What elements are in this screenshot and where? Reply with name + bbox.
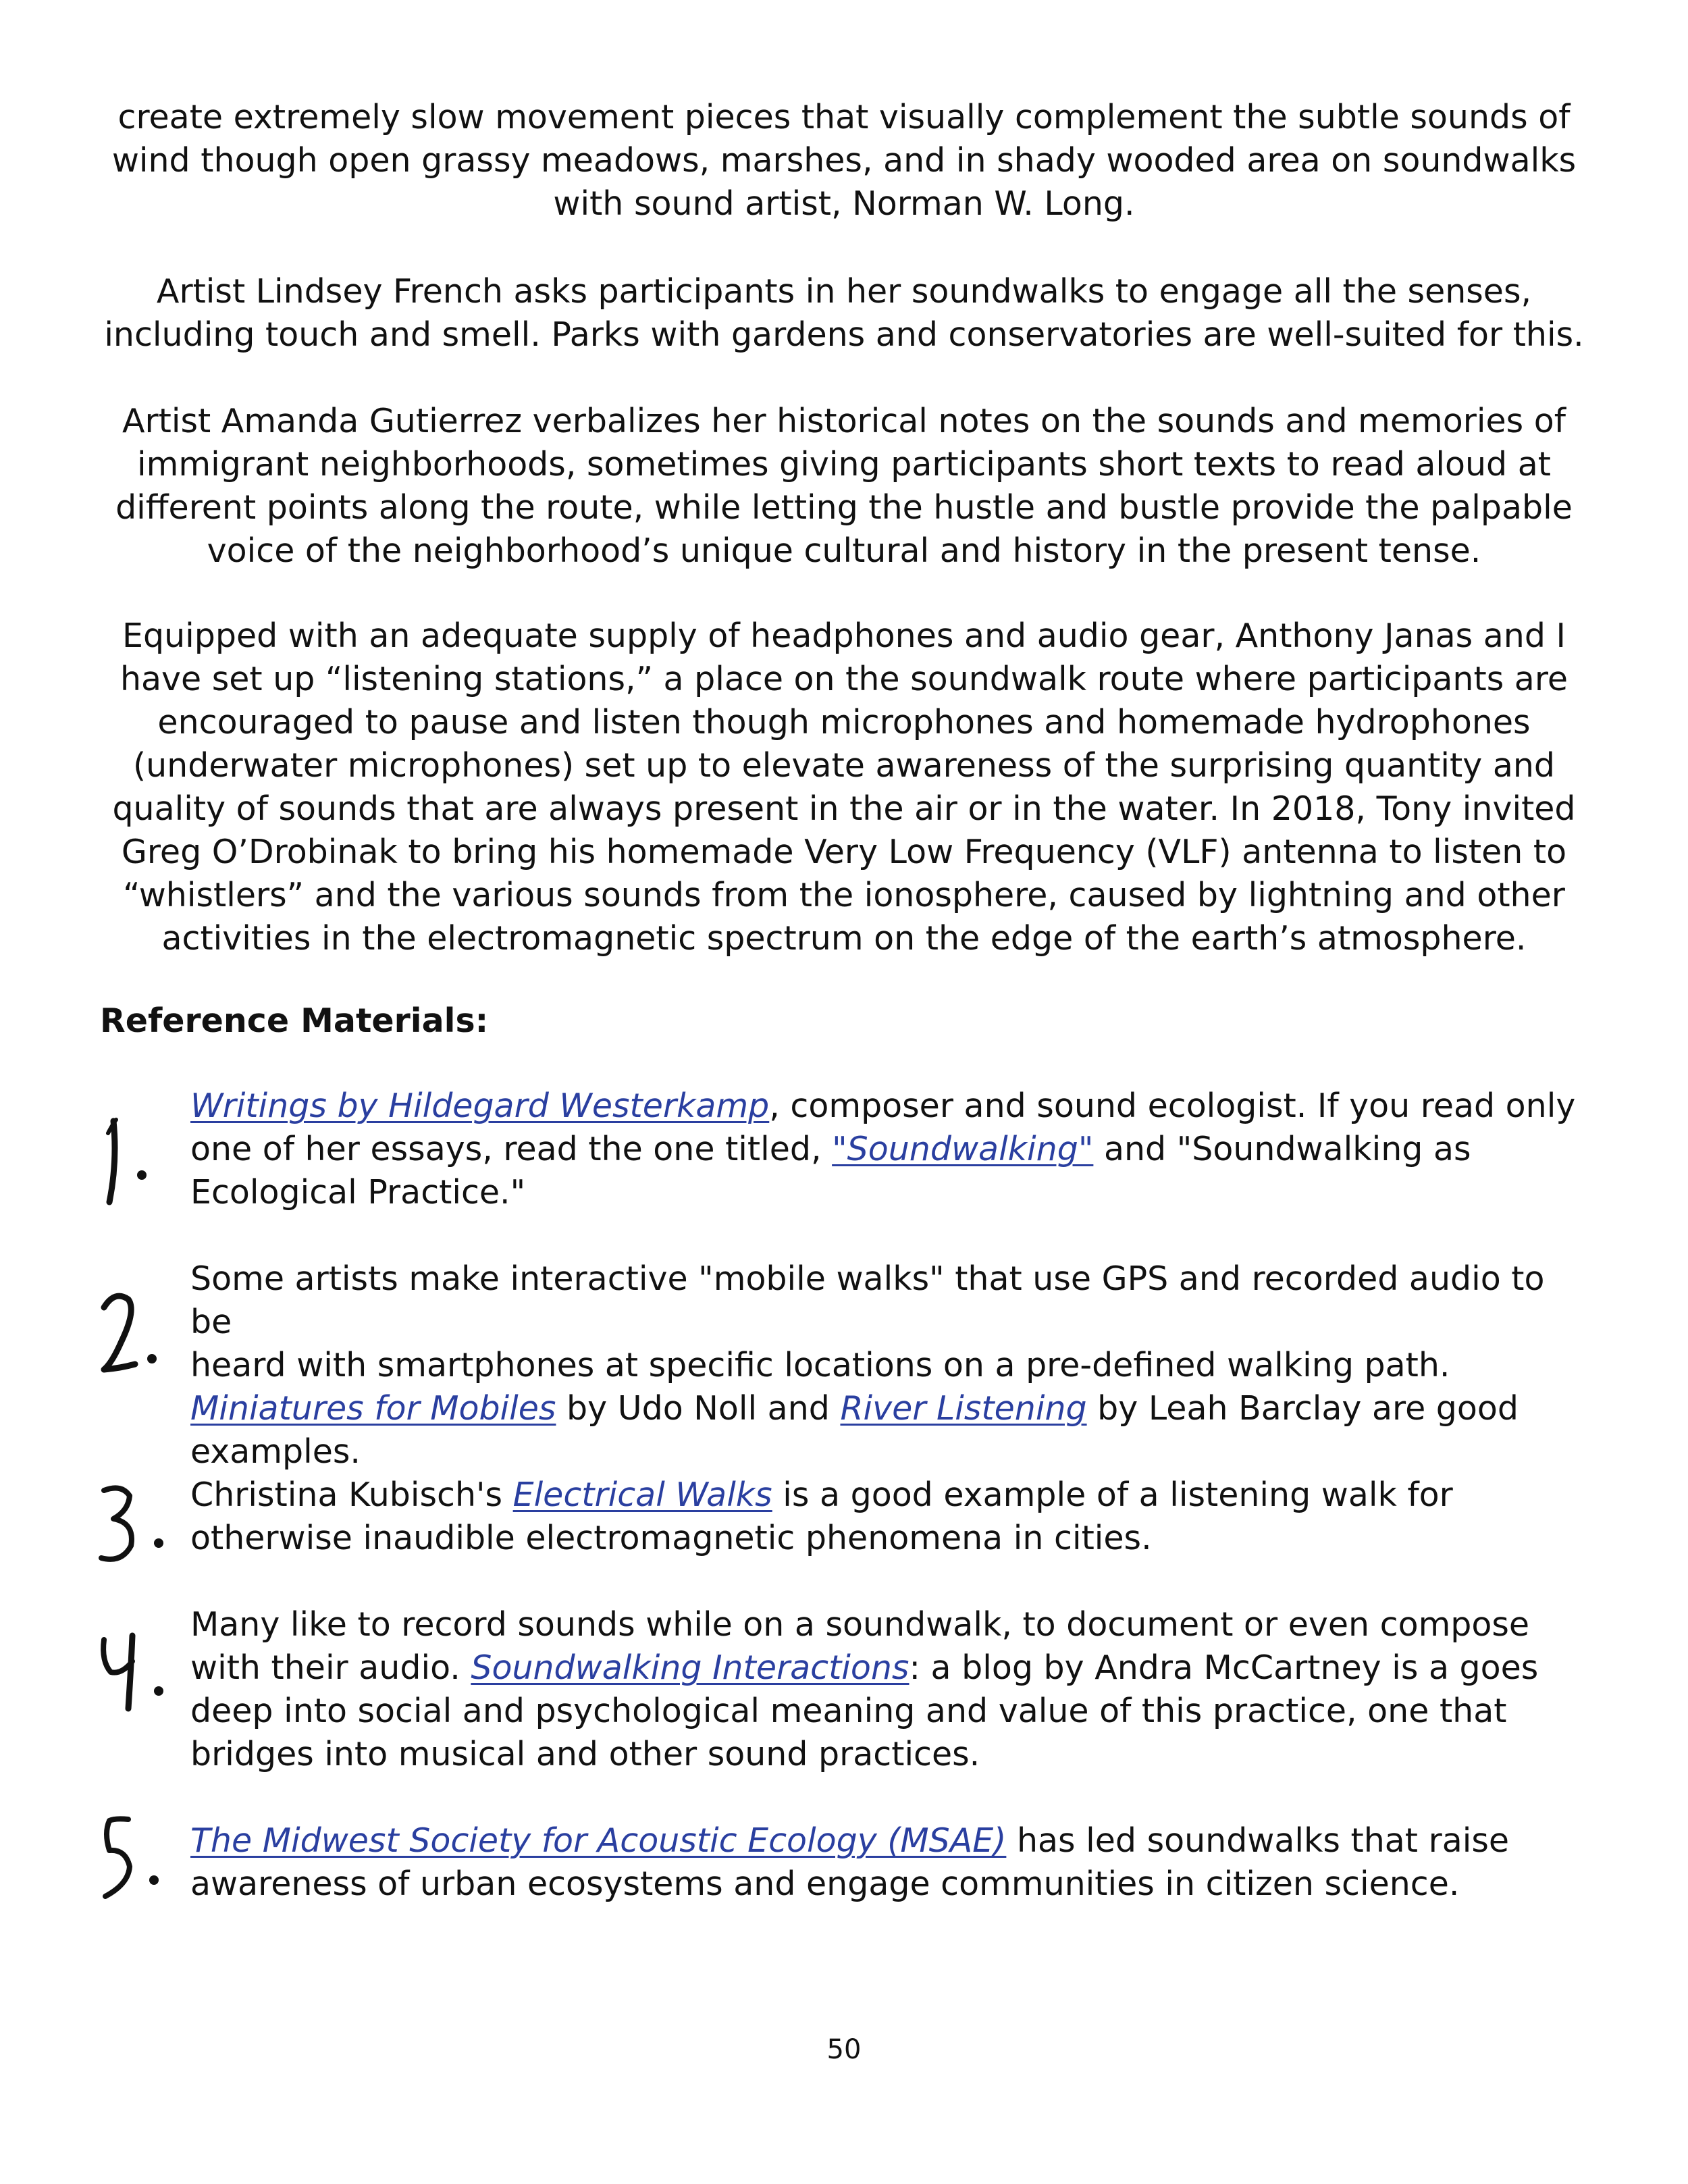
inline-text: : a blog by Andra McCartney is a goes	[909, 1648, 1539, 1687]
text-line: voice of the neighborhood’s unique cultural and history in the present tense.	[207, 531, 1481, 570]
text-line	[190, 1085, 1595, 1128]
text-line: awareness of urban ecosystems and engage communities in citizen science.	[190, 1865, 1460, 1903]
text-line: create extremely slow movement pieces that visually complement the subtle sounds of	[117, 98, 1571, 136]
text-line: including touch and smell. Parks with gardens and conservatories are well-suited for this.	[104, 315, 1584, 354]
body-paragraph	[101, 270, 1587, 357]
text-line	[190, 1819, 1595, 1863]
text-line: “whistlers” and the various sounds from the ionosphere, caused by lightning and other	[123, 876, 1565, 914]
text-line: otherwise inaudible electromagnetic phenomena in cities.	[190, 1519, 1152, 1557]
text-line: activities in the electromagnetic spectrum on the edge of the earth’s atmosphere.	[161, 919, 1527, 958]
body-paragraph	[101, 615, 1587, 960]
text-line: (underwater microphones) set up to elevate awareness of the surprising quantity and	[132, 746, 1556, 785]
inline-text: and "Soundwalking as	[1093, 1130, 1471, 1168]
text-line: quality of sounds that are always present in the air or in the water. In 2018, Tony invited	[112, 789, 1576, 828]
text-line: Many like to record sounds while on a soundwalk, to document or even compose	[190, 1605, 1530, 1644]
inline-text: has led soundwalks that raise	[1006, 1821, 1510, 1860]
inline-text: , composer and sound ecologist. If you read only	[769, 1087, 1576, 1125]
reference-item-4	[190, 1603, 1595, 1776]
text-line: different points along the route, while letting the hustle and bustle provide the palpable	[115, 488, 1573, 527]
link-soundwalking-essay[interactable]: "Soundwalking"	[832, 1130, 1094, 1168]
link-westerkamp-writings[interactable]: Writings by Hildegard Westerkamp	[190, 1087, 770, 1125]
inline-text: one of her essays, read the one titled,	[190, 1130, 833, 1168]
text-line: bridges into musical and other sound practices.	[190, 1735, 980, 1773]
reference-heading: Reference Materials:	[100, 1002, 489, 1040]
reference-item-2	[190, 1257, 1595, 1474]
text-line	[190, 1474, 1595, 1517]
text-line: with sound artist, Norman W. Long.	[553, 184, 1135, 223]
link-soundwalking-interactions[interactable]: Soundwalking Interactions	[471, 1648, 909, 1687]
text-line: Artist Lindsey French asks participants in her soundwalks to engage all the senses,	[156, 272, 1532, 311]
link-msae[interactable]: The Midwest Society for Acoustic Ecology (MSAE)	[190, 1821, 1007, 1860]
body-paragraph	[101, 400, 1587, 573]
text-line: Greg O’Drobinak to bring his homemade Very Low Frequency (VLF) antenna to listen to	[121, 833, 1567, 871]
text-line	[190, 1646, 1595, 1690]
text-line	[190, 1128, 1595, 1171]
link-electrical-walks[interactable]: Electrical Walks	[512, 1476, 772, 1514]
reference-item-5	[190, 1819, 1595, 1906]
text-line: deep into social and psychological meaning and value of this practice, one that	[190, 1692, 1507, 1730]
inline-text: by Udo Noll and	[556, 1389, 841, 1428]
text-line: have set up “listening stations,” a place on the soundwalk route where participants are	[120, 660, 1568, 698]
inline-text: is a good example of a listening walk for	[772, 1476, 1453, 1514]
handwritten-number-2	[95, 1283, 182, 1418]
text-line: examples.	[190, 1432, 361, 1471]
text-line	[190, 1387, 1595, 1430]
link-river-listening[interactable]: River Listening	[840, 1389, 1087, 1428]
inline-text: by Leah Barclay are good	[1086, 1389, 1519, 1428]
text-line: Ecological Practice."	[190, 1173, 526, 1212]
text-line: Equipped with an adequate supply of headphones and audio gear, Anthony Janas and I	[122, 617, 1566, 655]
handwritten-number-3	[95, 1476, 182, 1611]
reference-item-3	[190, 1474, 1595, 1560]
text-line: heard with smartphones at specific locations on a pre-defined walking path.	[190, 1346, 1450, 1384]
text-line: encouraged to pause and listen though microphones and homemade hydrophones	[157, 703, 1531, 742]
handwritten-number-5	[95, 1810, 182, 1945]
page-number: 50	[826, 2034, 862, 2065]
inline-text: Christina Kubisch's	[190, 1476, 513, 1514]
text-line: Some artists make interactive "mobile walks" that use GPS and recorded audio to be	[190, 1259, 1545, 1341]
reference-item-1	[190, 1085, 1595, 1214]
text-line: wind though open grassy meadows, marshes, and in shady wooded area on soundwalks	[111, 141, 1577, 180]
inline-text: with their audio.	[190, 1648, 471, 1687]
handwritten-number-1	[95, 1094, 182, 1229]
text-line: immigrant neighborhoods, sometimes giving participants short texts to read aloud at	[137, 445, 1551, 484]
handwritten-number-4	[95, 1634, 182, 1769]
body-paragraph	[101, 96, 1587, 226]
link-miniatures-for-mobiles[interactable]: Miniatures for Mobiles	[190, 1389, 556, 1428]
text-line: Artist Amanda Gutierrez verbalizes her historical notes on the sounds and memories of	[122, 402, 1566, 440]
